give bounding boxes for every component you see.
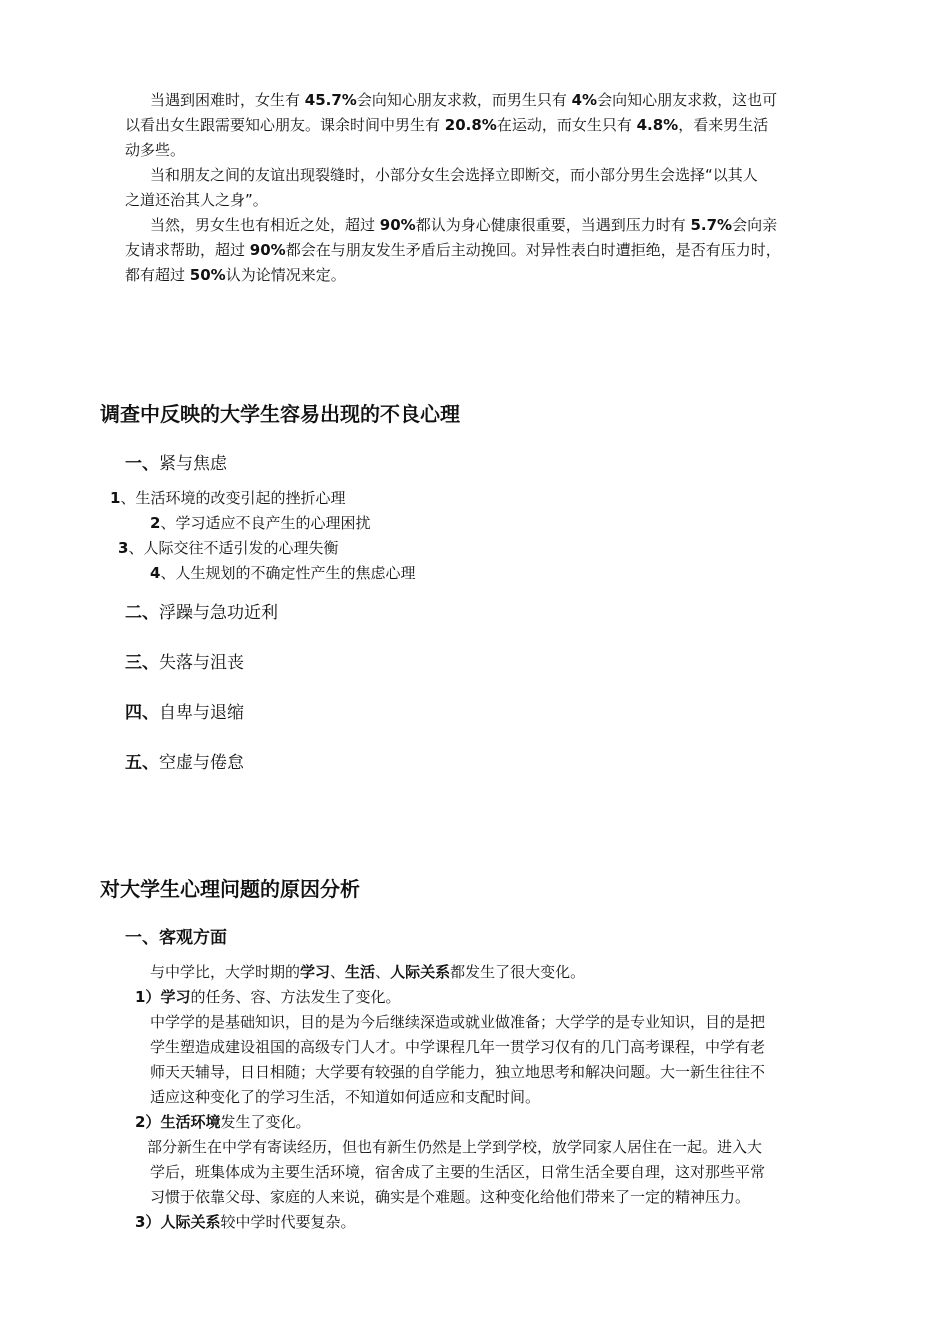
text: 、 [375, 963, 391, 981]
paragraph-line: 学后，班集体成为主要生活环境，宿舍成了主要的生活区，日常生活全要自理，这对那些平常 [150, 1163, 766, 1181]
text: 当然，男女生也有相近之处，超过 [150, 216, 380, 234]
paragraph-line: 学生塑造成建设祖国的高级专门人才。中学课程几年一贯学习仅有的几门高考课程，中学有老 [150, 1038, 766, 1056]
section-heading-cause-analysis: 对大学生心理问题的原因分析 [100, 877, 360, 901]
list-number: 2 [150, 514, 161, 532]
text: 会向亲 [732, 216, 778, 234]
intro-line-6 [150, 213, 777, 237]
stat-value: 4.8% [636, 116, 679, 134]
stat-value: 50% [189, 266, 226, 284]
text: 、 [330, 963, 346, 981]
list-text: 、人生规划的不确定性产生的焦虑心理 [160, 564, 416, 582]
list-item-level1 [125, 598, 278, 623]
numbered-point [135, 1110, 310, 1134]
text: 都发生了很大变化。 [450, 963, 586, 981]
stat-value: 45.7% [304, 91, 357, 109]
list-item-level1 [125, 698, 244, 723]
keyword: 生活 [345, 963, 376, 981]
text: 友请求帮助，超过 [125, 241, 250, 259]
text: 发生了变化。 [220, 1113, 311, 1131]
keyword: 人际关系 [390, 963, 451, 981]
list-number: 三、 [125, 653, 159, 673]
text: 会向知心朋友求救，而男生只有 [356, 91, 572, 109]
paragraph-line: 部分新生在中学有寄读经历，但也有新生仍然是上学到学校，放学同家人居住在一起。进入大 [147, 1138, 763, 1156]
intro-line-5: 之道还治其人之身”。 [125, 191, 268, 209]
list-number: 3） [135, 1213, 161, 1231]
list-number: 一、 [125, 454, 159, 474]
text: 都会在与朋友发生矛盾后主动挽回。对异性表白时遭拒绝，是否有压力时， [285, 241, 781, 259]
intro-line-1 [150, 88, 777, 112]
paragraph-line: 中学学的是基础知识，目的是为今后继续深造或就业做准备；大学学的是专业知识，目的是把 [150, 1013, 766, 1031]
list-number: 1 [110, 489, 121, 507]
stat-value: 20.8% [444, 116, 497, 134]
text: 认为论情况来定。 [225, 266, 346, 284]
intro-line-3: 动多些。 [125, 141, 186, 159]
list-text: 自卑与退缩 [159, 703, 244, 723]
list-item-level2 [118, 536, 338, 560]
list-item-level2 [150, 561, 415, 585]
section-heading-bad-psychology: 调查中反映的大学生容易出现的不良心理 [100, 402, 460, 426]
list-item-level1 [125, 648, 244, 673]
intro-line-4: 当和朋友之间的友谊出现裂缝时，小部分女生会选择立即断交，而小部分男生会选择“以其人 [150, 166, 758, 184]
stat-value: 5.7% [690, 216, 733, 234]
list-number: 3 [118, 539, 129, 557]
keyword: 人际关系 [160, 1213, 221, 1231]
list-text: 、人际交往不适引发的心理失衡 [128, 539, 339, 557]
text: 会向知心朋友求救，这也可 [597, 91, 778, 109]
numbered-point [135, 985, 400, 1009]
list-text: 失落与沮丧 [159, 653, 244, 673]
intro-line-2 [125, 113, 768, 137]
list-text: 空虚与倦怠 [159, 753, 244, 773]
text: 当遇到困难时，女生有 [150, 91, 305, 109]
list-number: 1） [135, 988, 161, 1006]
list-text: 、生活环境的改变引起的挫折心理 [120, 489, 346, 507]
list-text: 紧与焦虑 [159, 454, 227, 474]
keyword: 学习 [160, 988, 191, 1006]
text: 在运动，而女生只有 [496, 116, 637, 134]
list-item-level2 [110, 486, 345, 510]
text: 较中学时代要复杂。 [220, 1213, 356, 1231]
paragraph-line [150, 960, 585, 984]
paragraph-line: 习惯于依靠父母、家庭的人来说，确实是个难题。这种变化给他们带来了一定的精神压力。 [150, 1188, 751, 1206]
list-text: 浮躁与急功近利 [159, 603, 278, 623]
text: 的任务、容、方法发生了变化。 [190, 988, 401, 1006]
text: 都有超过 [125, 266, 190, 284]
stat-value: 4% [571, 91, 598, 109]
list-item-level2 [150, 511, 370, 535]
stat-value: 90% [249, 241, 286, 259]
list-item-level1 [125, 449, 227, 474]
list-text: 、学习适应不良产生的心理困扰 [160, 514, 371, 532]
paragraph-line: 师天天辅导，日日相随；大学要有较强的自学能力，独立地思考和解决问题。大一新生往往不 [150, 1063, 766, 1081]
numbered-point [135, 1210, 355, 1234]
list-number: 二、 [125, 603, 159, 623]
text: 都认为身心健康很重要，当遇到压力时有 [415, 216, 691, 234]
stat-value: 90% [379, 216, 416, 234]
list-item-level1 [125, 748, 244, 773]
intro-line-7 [125, 238, 781, 262]
text: 与中学比，大学时期的 [150, 963, 301, 981]
text: ，看来男生活 [678, 116, 769, 134]
list-number: 4 [150, 564, 161, 582]
intro-line-8 [125, 263, 346, 287]
paragraph-line: 适应这种变化了的学习生活，不知道如何适应和支配时间。 [150, 1088, 541, 1106]
list-number: 2） [135, 1113, 161, 1131]
list-number: 五、 [125, 753, 159, 773]
text: 以看出女生跟需要知心朋友。课余时间中男生有 [125, 116, 445, 134]
sub-heading: 一、客观方面 [125, 928, 227, 948]
list-number: 四、 [125, 703, 159, 723]
keyword: 学习 [300, 963, 331, 981]
keyword: 生活环境 [160, 1113, 221, 1131]
